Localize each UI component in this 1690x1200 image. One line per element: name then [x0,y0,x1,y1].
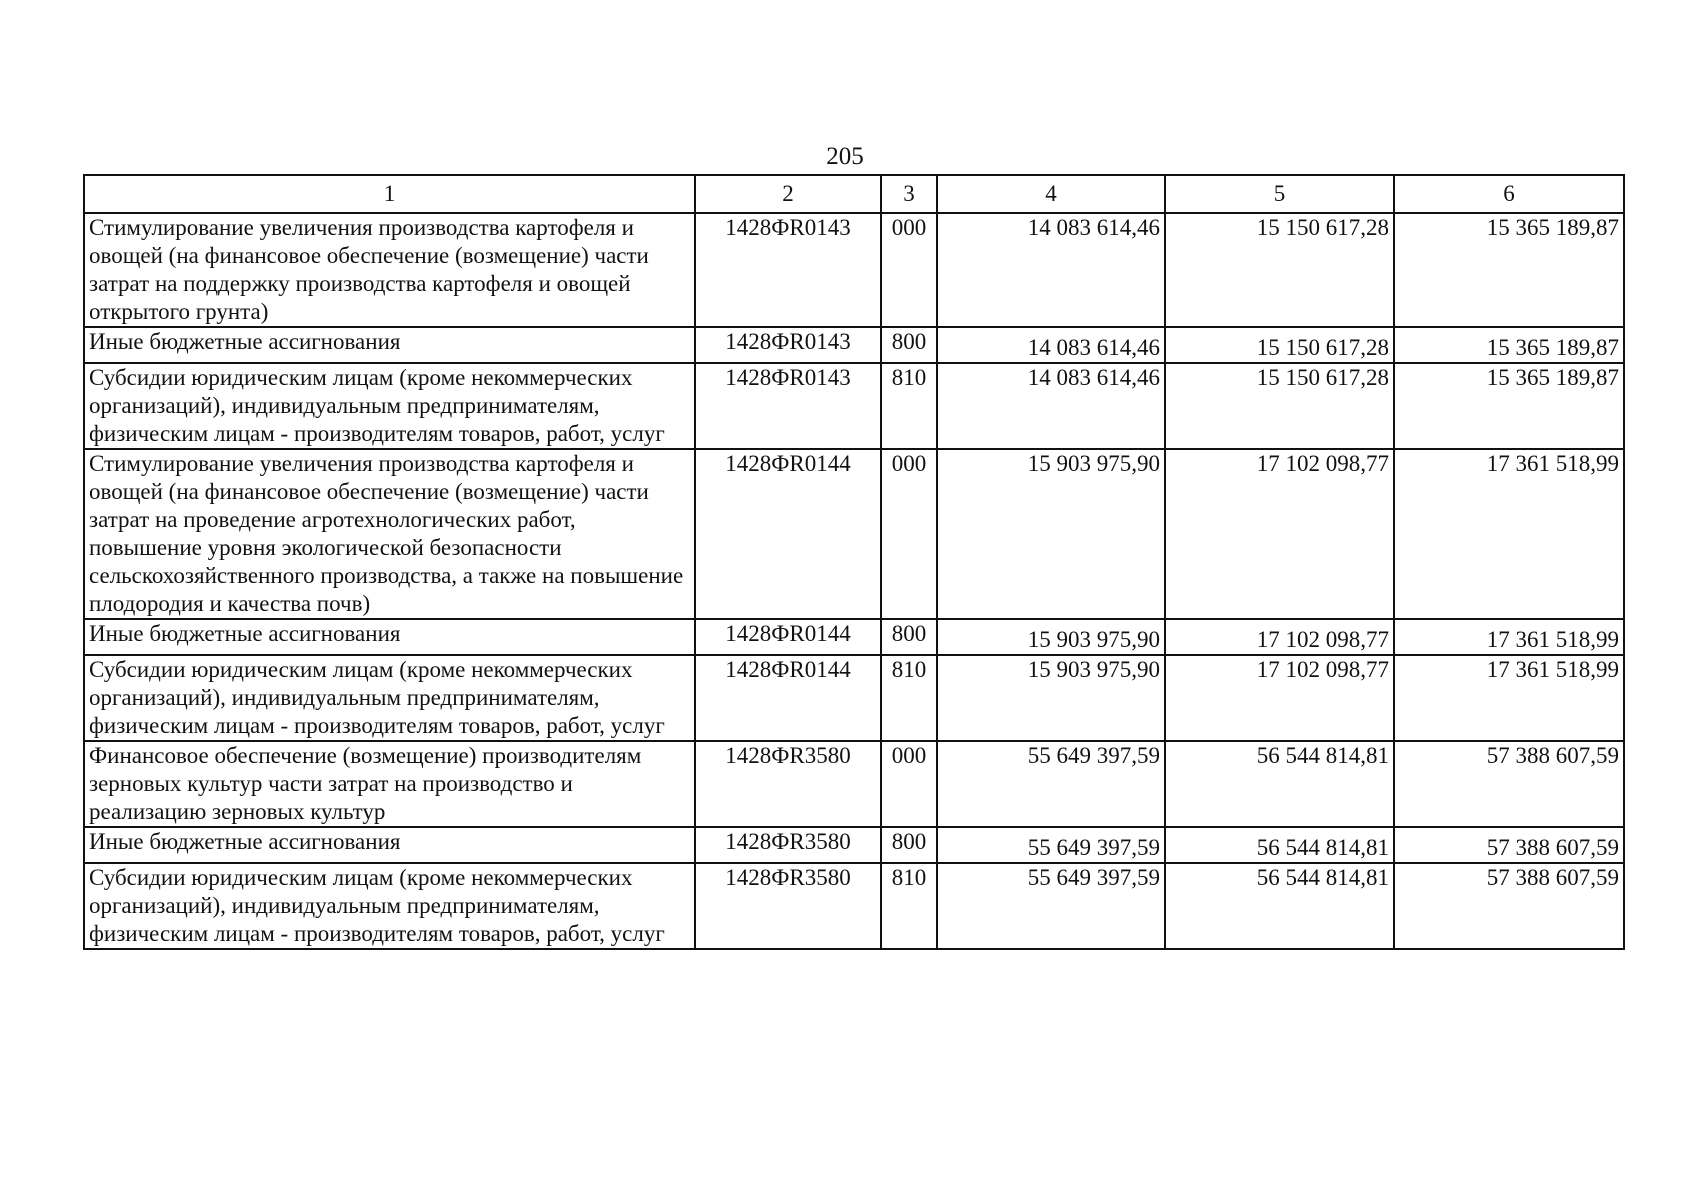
row-amount-col6: 17 361 518,99 [1394,655,1624,741]
row-amount-col4: 14 083 614,46 [937,363,1165,449]
row-code: 1428ФR0144 [695,449,881,619]
row-amount-col4: 14 083 614,46 [937,327,1165,363]
column-header: 2 [695,175,881,213]
row-amount-col5: 56 544 814,81 [1165,863,1394,949]
row-expense-type: 000 [881,213,937,327]
row-amount-col6: 57 388 607,59 [1394,863,1624,949]
column-header: 3 [881,175,937,213]
row-amount-col4: 14 083 614,46 [937,213,1165,327]
row-expense-type: 810 [881,655,937,741]
column-header: 5 [1165,175,1394,213]
row-amount-col5: 56 544 814,81 [1165,827,1394,863]
row-amount-col5: 15 150 617,28 [1165,327,1394,363]
table-row [84,363,1624,449]
row-code: 1428ФR0143 [695,327,881,363]
row-amount-col6: 17 361 518,99 [1394,449,1624,619]
table-row [84,863,1624,949]
row-expense-type: 810 [881,863,937,949]
row-amount-col4: 15 903 975,90 [937,655,1165,741]
row-name: Субсидии юридическим лицам (кроме некоммерческих организаций), индивидуальным предпринимателям, физическим лицам - производителям товаров, работ, услуг [84,363,695,449]
column-header: 6 [1394,175,1624,213]
row-code: 1428ФR3580 [695,827,881,863]
row-expense-type: 800 [881,619,937,655]
row-amount-col4: 15 903 975,90 [937,449,1165,619]
row-amount-col5: 17 102 098,77 [1165,619,1394,655]
row-amount-col6: 15 365 189,87 [1394,363,1624,449]
table-row [84,449,1624,619]
table-row [84,655,1624,741]
row-amount-col6: 15 365 189,87 [1394,213,1624,327]
table-row [84,327,1624,363]
row-amount-col5: 17 102 098,77 [1165,655,1394,741]
table-row [84,741,1624,827]
row-amount-col6: 57 388 607,59 [1394,827,1624,863]
row-expense-type: 000 [881,741,937,827]
table-row [84,827,1624,863]
row-code: 1428ФR0144 [695,655,881,741]
row-expense-type: 810 [881,363,937,449]
row-amount-col5: 17 102 098,77 [1165,449,1394,619]
row-amount-col6: 15 365 189,87 [1394,327,1624,363]
row-amount-col5: 15 150 617,28 [1165,213,1394,327]
page-number: 205 [826,143,864,170]
row-amount-col5: 15 150 617,28 [1165,363,1394,449]
table-header-row [84,175,1624,213]
column-header: 1 [84,175,695,213]
row-code: 1428ФR0143 [695,363,881,449]
row-expense-type: 800 [881,327,937,363]
row-code: 1428ФR3580 [695,741,881,827]
row-amount-col4: 15 903 975,90 [937,619,1165,655]
table-row [84,619,1624,655]
row-amount-col6: 57 388 607,59 [1394,741,1624,827]
row-name: Стимулирование увеличения производства картофеля и овощей (на финансовое обеспечение (возмещение) части затрат на поддержку производства картофеля и овощей открытого грунта) [84,213,695,327]
row-code: 1428ФR0144 [695,619,881,655]
row-amount-col5: 56 544 814,81 [1165,741,1394,827]
budget-table [83,174,1625,950]
row-name: Стимулирование увеличения производства картофеля и овощей (на финансовое обеспечение (возмещение) части затрат на проведение агротехнологических работ, повышение уровня экологической безопасности сельскохозяйственного производства, а также на повышение плодородия и качества почв) [84,449,695,619]
column-header: 4 [937,175,1165,213]
row-name: Иные бюджетные ассигнования [84,827,695,863]
row-name: Финансовое обеспечение (возмещение) производителям зерновых культур части затрат на производство и реализацию зерновых культур [84,741,695,827]
row-code: 1428ФR0143 [695,213,881,327]
row-name: Иные бюджетные ассигнования [84,619,695,655]
row-name: Субсидии юридическим лицам (кроме некоммерческих организаций), индивидуальным предпринимателям, физическим лицам - производителям товаров, работ, услуг [84,655,695,741]
row-name: Иные бюджетные ассигнования [84,327,695,363]
row-name: Субсидии юридическим лицам (кроме некоммерческих организаций), индивидуальным предпринимателям, физическим лицам - производителям товаров, работ, услуг [84,863,695,949]
row-amount-col4: 55 649 397,59 [937,827,1165,863]
table-row [84,213,1624,327]
row-expense-type: 000 [881,449,937,619]
row-code: 1428ФR3580 [695,863,881,949]
row-amount-col6: 17 361 518,99 [1394,619,1624,655]
row-expense-type: 800 [881,827,937,863]
row-amount-col4: 55 649 397,59 [937,863,1165,949]
row-amount-col4: 55 649 397,59 [937,741,1165,827]
